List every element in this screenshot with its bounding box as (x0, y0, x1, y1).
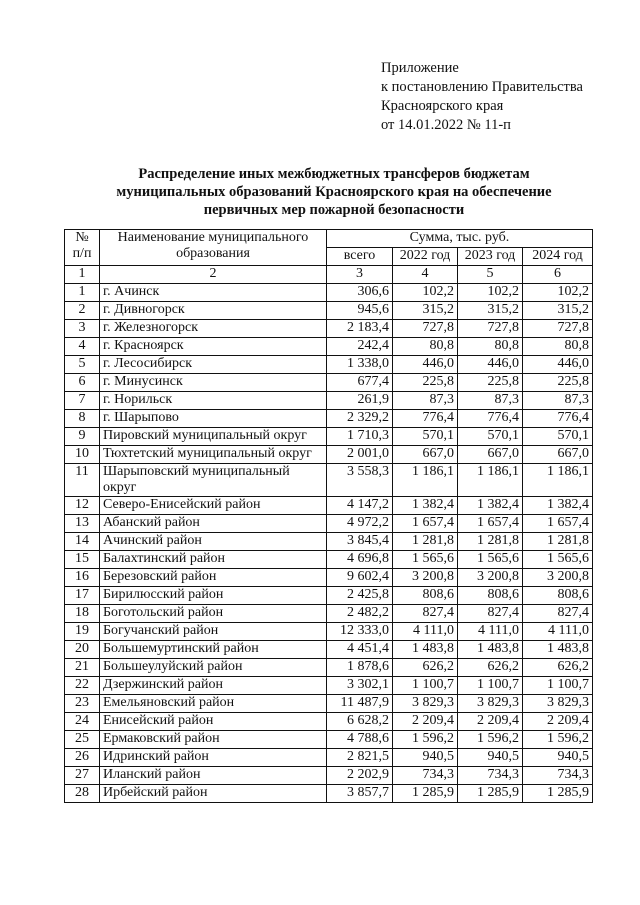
amount-2022: 3 829,3 (393, 695, 458, 713)
row-number: 26 (65, 749, 100, 767)
amount-2022: 1 565,6 (393, 551, 458, 569)
table-row (65, 515, 593, 533)
table-row (65, 392, 593, 410)
header-name-bottom: образования (176, 246, 250, 261)
municipality-name: Березовский район (100, 569, 327, 587)
table-row (65, 284, 593, 302)
row-number: 16 (65, 569, 100, 587)
table-row (65, 695, 593, 713)
total-amount: 2 001,0 (327, 446, 393, 464)
row-number: 23 (65, 695, 100, 713)
row-number: 5 (65, 356, 100, 374)
amount-2023: 1 657,4 (458, 515, 523, 533)
row-number: 27 (65, 767, 100, 785)
amount-2023: 1 186,1 (458, 464, 523, 497)
amount-2024: 3 829,3 (523, 695, 593, 713)
row-number: 25 (65, 731, 100, 749)
total-amount: 2 482,2 (327, 605, 393, 623)
municipality-name: Ермаковский район (100, 731, 327, 749)
total-amount: 1 878,6 (327, 659, 393, 677)
total-amount: 4 972,2 (327, 515, 393, 533)
table-row (65, 587, 593, 605)
total-amount: 261,9 (327, 392, 393, 410)
amount-2024: 102,2 (523, 284, 593, 302)
total-amount: 306,6 (327, 284, 393, 302)
municipality-name: г. Шарыпово (100, 410, 327, 428)
amount-2024: 1 382,4 (523, 497, 593, 515)
table-row (65, 713, 593, 731)
total-amount: 2 202,9 (327, 767, 393, 785)
table-row (65, 749, 593, 767)
amount-2023: 940,5 (458, 749, 523, 767)
amount-2022: 4 111,0 (393, 623, 458, 641)
amount-2022: 315,2 (393, 302, 458, 320)
row-number: 12 (65, 497, 100, 515)
municipality-name: Пировский муниципальный округ (100, 428, 327, 446)
amount-2024: 570,1 (523, 428, 593, 446)
municipality-name: Дзержинский район (100, 677, 327, 695)
amount-2022: 102,2 (393, 284, 458, 302)
amount-2022: 808,6 (393, 587, 458, 605)
table-row (65, 605, 593, 623)
amount-2023: 727,8 (458, 320, 523, 338)
total-amount: 11 487,9 (327, 695, 393, 713)
amount-2023: 1 285,9 (458, 785, 523, 803)
table-row (65, 356, 593, 374)
table-row (65, 533, 593, 551)
amount-2023: 776,4 (458, 410, 523, 428)
municipality-name: Богучанский район (100, 623, 327, 641)
total-amount: 945,6 (327, 302, 393, 320)
amount-2024: 827,4 (523, 605, 593, 623)
header-num-bottom: п/п (72, 246, 92, 261)
amount-2022: 225,8 (393, 374, 458, 392)
column-index-1: 1 (65, 266, 100, 284)
table-row (65, 464, 593, 497)
table-row (65, 731, 593, 749)
amount-2024: 225,8 (523, 374, 593, 392)
municipality-name: г. Минусинск (100, 374, 327, 392)
municipality-name: Большеулуйский район (100, 659, 327, 677)
amount-2022: 667,0 (393, 446, 458, 464)
amount-2023: 315,2 (458, 302, 523, 320)
header-2024: 2024 год (523, 248, 593, 266)
amount-2024: 626,2 (523, 659, 593, 677)
total-amount: 3 845,4 (327, 533, 393, 551)
total-amount: 2 425,8 (327, 587, 393, 605)
total-amount: 677,4 (327, 374, 393, 392)
row-number: 21 (65, 659, 100, 677)
amount-2022: 1 382,4 (393, 497, 458, 515)
amount-2023: 1 483,8 (458, 641, 523, 659)
municipality-name: г. Ачинск (100, 284, 327, 302)
total-amount: 2 821,5 (327, 749, 393, 767)
row-number: 18 (65, 605, 100, 623)
row-number: 10 (65, 446, 100, 464)
amount-2024: 776,4 (523, 410, 593, 428)
amount-2022: 87,3 (393, 392, 458, 410)
amount-2023: 3 200,8 (458, 569, 523, 587)
municipality-name: Иланский район (100, 767, 327, 785)
total-amount: 4 451,4 (327, 641, 393, 659)
amount-2023: 626,2 (458, 659, 523, 677)
amount-2024: 727,8 (523, 320, 593, 338)
amount-2024: 1 281,8 (523, 533, 593, 551)
total-amount: 4 788,6 (327, 731, 393, 749)
column-index-6: 6 (523, 266, 593, 284)
header-2022: 2022 год (393, 248, 458, 266)
municipality-name: Ачинский район (100, 533, 327, 551)
municipality-name: Идринский район (100, 749, 327, 767)
amount-2024: 3 200,8 (523, 569, 593, 587)
amount-2022: 1 596,2 (393, 731, 458, 749)
row-number: 13 (65, 515, 100, 533)
amount-2023: 446,0 (458, 356, 523, 374)
amount-2022: 1 281,8 (393, 533, 458, 551)
transfers-table (64, 229, 593, 803)
header-num-top: № (75, 230, 89, 245)
amount-2023: 570,1 (458, 428, 523, 446)
amount-2024: 808,6 (523, 587, 593, 605)
appendix-line-3: Красноярского края (381, 98, 504, 114)
municipality-name: Абанский район (100, 515, 327, 533)
amount-2023: 87,3 (458, 392, 523, 410)
amount-2022: 1 657,4 (393, 515, 458, 533)
amount-2023: 102,2 (458, 284, 523, 302)
municipality-name: г. Красноярск (100, 338, 327, 356)
row-number: 6 (65, 374, 100, 392)
total-amount: 3 558,3 (327, 464, 393, 497)
table-row (65, 785, 593, 803)
amount-2023: 1 100,7 (458, 677, 523, 695)
table-row (65, 320, 593, 338)
municipality-name: Северо-Енисейский район (100, 497, 327, 515)
amount-2022: 1 186,1 (393, 464, 458, 497)
appendix-block (381, 59, 583, 135)
row-number: 28 (65, 785, 100, 803)
table-row (65, 446, 593, 464)
total-amount: 2 329,2 (327, 410, 393, 428)
municipality-name: Бирилюсский район (100, 587, 327, 605)
amount-2023: 80,8 (458, 338, 523, 356)
amount-2023: 1 382,4 (458, 497, 523, 515)
amount-2022: 1 483,8 (393, 641, 458, 659)
table-row (65, 767, 593, 785)
amount-2024: 315,2 (523, 302, 593, 320)
amount-2024: 1 565,6 (523, 551, 593, 569)
amount-2024: 1 186,1 (523, 464, 593, 497)
row-number: 1 (65, 284, 100, 302)
column-index-row (65, 266, 593, 284)
header-name-cell (100, 230, 327, 266)
row-number: 14 (65, 533, 100, 551)
table-row (65, 551, 593, 569)
amount-2024: 940,5 (523, 749, 593, 767)
table-row (65, 374, 593, 392)
row-number: 11 (65, 464, 100, 497)
amount-2024: 446,0 (523, 356, 593, 374)
amount-2023: 827,4 (458, 605, 523, 623)
total-amount: 3 857,7 (327, 785, 393, 803)
total-amount: 4 696,8 (327, 551, 393, 569)
row-number: 3 (65, 320, 100, 338)
municipality-name: г. Дивногорск (100, 302, 327, 320)
amount-2024: 1 596,2 (523, 731, 593, 749)
amount-2023: 734,3 (458, 767, 523, 785)
row-number: 17 (65, 587, 100, 605)
amount-2023: 1 281,8 (458, 533, 523, 551)
amount-2023: 225,8 (458, 374, 523, 392)
total-amount: 2 183,4 (327, 320, 393, 338)
total-amount: 242,4 (327, 338, 393, 356)
amount-2022: 2 209,4 (393, 713, 458, 731)
amount-2024: 1 657,4 (523, 515, 593, 533)
amount-2024: 4 111,0 (523, 623, 593, 641)
column-index-2: 2 (100, 266, 327, 284)
total-amount: 1 338,0 (327, 356, 393, 374)
municipality-name: Ирбейский район (100, 785, 327, 803)
total-amount: 3 302,1 (327, 677, 393, 695)
amount-2023: 2 209,4 (458, 713, 523, 731)
total-amount: 4 147,2 (327, 497, 393, 515)
header-2023: 2023 год (458, 248, 523, 266)
row-number: 20 (65, 641, 100, 659)
row-number: 24 (65, 713, 100, 731)
amount-2022: 727,8 (393, 320, 458, 338)
table-row (65, 677, 593, 695)
municipality-name: г. Лесосибирск (100, 356, 327, 374)
amount-2022: 1 285,9 (393, 785, 458, 803)
amount-2023: 808,6 (458, 587, 523, 605)
row-number: 15 (65, 551, 100, 569)
amount-2022: 776,4 (393, 410, 458, 428)
municipality-name: Шарыповский муниципальный округ (100, 464, 327, 497)
row-number: 4 (65, 338, 100, 356)
header-row-1 (65, 230, 593, 248)
row-number: 8 (65, 410, 100, 428)
table-row (65, 623, 593, 641)
amount-2022: 734,3 (393, 767, 458, 785)
municipality-name: Емельяновский район (100, 695, 327, 713)
appendix-line-4: от 14.01.2022 № 11-п (381, 117, 511, 133)
municipality-name: Балахтинский район (100, 551, 327, 569)
table-row (65, 428, 593, 446)
amount-2024: 734,3 (523, 767, 593, 785)
amount-2022: 446,0 (393, 356, 458, 374)
document-title (60, 165, 608, 219)
row-number: 7 (65, 392, 100, 410)
municipality-name: г. Норильск (100, 392, 327, 410)
amount-2022: 570,1 (393, 428, 458, 446)
amount-2022: 1 100,7 (393, 677, 458, 695)
amount-2022: 80,8 (393, 338, 458, 356)
total-amount: 9 602,4 (327, 569, 393, 587)
amount-2023: 1 596,2 (458, 731, 523, 749)
total-amount: 12 333,0 (327, 623, 393, 641)
table-row (65, 659, 593, 677)
table-row (65, 338, 593, 356)
row-number: 9 (65, 428, 100, 446)
title-line-2: муниципальных образований Красноярского края на обеспечение (116, 184, 552, 200)
appendix-line-2: к постановлению Правительства (381, 79, 583, 95)
row-number: 2 (65, 302, 100, 320)
table-row (65, 410, 593, 428)
table-row (65, 497, 593, 515)
amount-2024: 667,0 (523, 446, 593, 464)
amount-2024: 1 100,7 (523, 677, 593, 695)
header-name-top: Наименование муниципального (117, 230, 309, 245)
amount-2023: 4 111,0 (458, 623, 523, 641)
row-number: 22 (65, 677, 100, 695)
header-total: всего (327, 248, 393, 266)
amount-2023: 3 829,3 (458, 695, 523, 713)
amount-2022: 3 200,8 (393, 569, 458, 587)
amount-2024: 1 483,8 (523, 641, 593, 659)
amount-2022: 940,5 (393, 749, 458, 767)
column-index-4: 4 (393, 266, 458, 284)
municipality-name: Енисейский район (100, 713, 327, 731)
total-amount: 1 710,3 (327, 428, 393, 446)
row-number: 19 (65, 623, 100, 641)
municipality-name: Большемуртинский район (100, 641, 327, 659)
amount-2022: 827,4 (393, 605, 458, 623)
table-row (65, 302, 593, 320)
header-sum: Сумма, тыс. руб. (327, 230, 593, 248)
amount-2024: 2 209,4 (523, 713, 593, 731)
appendix-line-1: Приложение (381, 60, 459, 76)
amount-2024: 1 285,9 (523, 785, 593, 803)
amount-2024: 87,3 (523, 392, 593, 410)
header-num-cell (65, 230, 100, 266)
municipality-name: Тюхтетский муниципальный округ (100, 446, 327, 464)
title-line-1: Распределение иных межбюджетных трансферов бюджетам (138, 166, 530, 182)
table-row (65, 641, 593, 659)
municipality-name: г. Железногорск (100, 320, 327, 338)
municipality-name: Боготольский район (100, 605, 327, 623)
column-index-5: 5 (458, 266, 523, 284)
table-row (65, 569, 593, 587)
amount-2022: 626,2 (393, 659, 458, 677)
amount-2024: 80,8 (523, 338, 593, 356)
amount-2023: 667,0 (458, 446, 523, 464)
column-index-3: 3 (327, 266, 393, 284)
amount-2023: 1 565,6 (458, 551, 523, 569)
total-amount: 6 628,2 (327, 713, 393, 731)
title-line-3: первичных мер пожарной безопасности (203, 202, 465, 218)
